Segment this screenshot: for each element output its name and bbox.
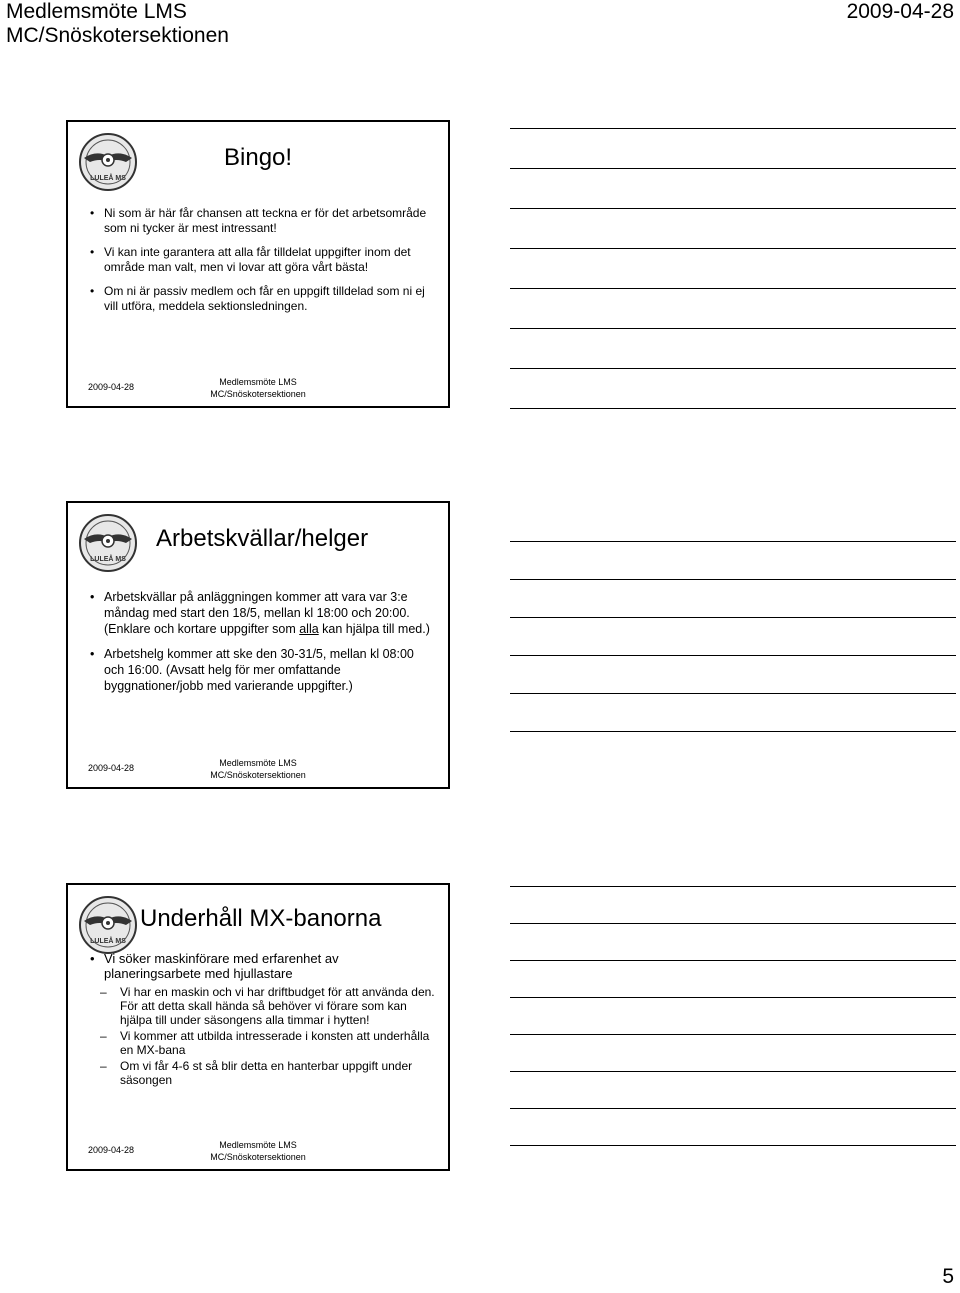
note-line [510, 328, 956, 329]
notes-lines [510, 128, 956, 488]
logo-text: LULEÅ MS [90, 556, 126, 563]
notes-lines [510, 541, 956, 901]
note-line [510, 208, 956, 209]
notes-lines [510, 886, 956, 1246]
footer-title [68, 1139, 448, 1163]
header-date: 2009-04-28 [846, 0, 954, 23]
note-line [510, 368, 956, 369]
footer-line1: Medlemsmöte LMS [219, 377, 297, 387]
logo-text: LULEÅ MS [90, 938, 126, 945]
bullet-item: • Ni som är här får chansen att teckna er för det arbetsområde som ni tycker är mest intressant! [88, 206, 436, 236]
bullet-item: • Vi kan inte garantera att alla får tilldelat uppgifter inom det område man valt, men vi lovar att göra vårt bästa! [88, 245, 436, 275]
note-line [510, 248, 956, 249]
club-emblem-icon [78, 513, 138, 573]
club-emblem-icon [78, 895, 138, 955]
note-line [510, 579, 956, 580]
sub-bullet-item: – Om vi får 4-6 st så blir detta en hanterbar uppgift under säsongen [104, 1059, 436, 1087]
note-line [510, 655, 956, 656]
header-title-line1: Medlemsmöte LMS [6, 0, 187, 23]
underlined-word: alla [299, 622, 319, 636]
footer-title [68, 757, 448, 781]
footer-date: 2009-04-28 [88, 763, 135, 773]
footer-line1: Medlemsmöte LMS [219, 758, 297, 768]
note-line [510, 128, 956, 129]
note-line [510, 731, 956, 732]
note-line [510, 1071, 956, 1072]
footer-date: 2009-04-28 [88, 382, 135, 392]
slide-title: Bingo! [224, 144, 293, 171]
bullet-item [88, 951, 436, 1087]
slide-title: Arbetskvällar/helger [156, 525, 369, 552]
club-emblem-icon [78, 132, 138, 192]
note-line [510, 693, 956, 694]
note-line [510, 997, 956, 998]
note-line [510, 1034, 956, 1035]
note-line [510, 960, 956, 961]
footer-line2: MC/Snöskotersektionen [210, 389, 306, 399]
sub-bullet-list [104, 985, 436, 1087]
slide-arbetskvallar [66, 501, 450, 789]
bullet-text: Arbetskvällar på anläggningen kommer att vara var 3:e måndag med start den 18/5, mellan kl 18:00 och 20:00. (Enklare och kortare uppgifter som [104, 590, 410, 636]
footer-line2: MC/Snöskotersektionen [210, 770, 306, 780]
page-number: 5 [942, 1265, 954, 1288]
sub-bullet-item: – Vi kommer att utbilda intresserade i konsten att underhålla en MX-bana [104, 1029, 436, 1057]
note-line [510, 886, 956, 887]
sub-bullet-item: – Vi har en maskin och vi har driftbudget för att använda den. För att detta skall hända så behöver vi förare som kan hjälpa till under säsongens alla timmar i hytten! [104, 985, 436, 1027]
note-line [510, 617, 956, 618]
bullet-list [88, 206, 436, 323]
note-line [510, 1145, 956, 1146]
footer-title [68, 376, 448, 400]
bullet-item [88, 589, 436, 637]
header-title-line2: MC/Snöskotersektionen [6, 24, 229, 47]
footer-date: 2009-04-28 [88, 1145, 135, 1155]
bullet-text: Vi söker maskinförare med erfarenhet av planeringsarbete med hjullastare [104, 951, 339, 981]
note-line [510, 541, 956, 542]
page-header [0, 0, 960, 60]
bullet-list [88, 951, 436, 1089]
note-line [510, 288, 956, 289]
note-line [510, 168, 956, 169]
footer-line2: MC/Snöskotersektionen [210, 1152, 306, 1162]
slide-underhall [66, 883, 450, 1171]
note-line [510, 408, 956, 409]
bullet-list [88, 589, 436, 703]
footer-line1: Medlemsmöte LMS [219, 1140, 297, 1150]
bullet-text: kan hjälpa till med.) [318, 622, 430, 636]
note-line [510, 1108, 956, 1109]
bullet-item: • Arbetshelg kommer att ske den 30-31/5, mellan kl 08:00 och 16:00. (Avsatt helg för mer omfattande byggnationer/jobb med varierande uppgifter.) [88, 646, 436, 694]
logo-text: LULEÅ MS [90, 175, 126, 182]
slide-bingo [66, 120, 450, 408]
bullet-item: • Om ni är passiv medlem och får en uppgift tilldelad som ni ej vill utföra, meddela sektionsledningen. [88, 284, 436, 314]
slide-title: Underhåll MX-banorna [140, 905, 382, 932]
header-title [6, 0, 229, 48]
note-line [510, 923, 956, 924]
